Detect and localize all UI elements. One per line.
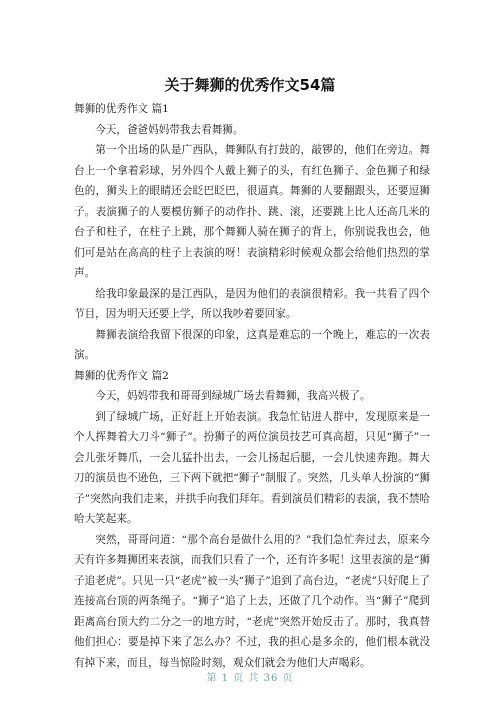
paragraph: 舞狮表演给我留下很深的印象，这真是难忘的一个晚上，难忘的一次表演。 [74,328,430,361]
page-number: 第 1 页 共 36 页 [206,673,294,684]
paragraph: 给我印象最深的是江西队，是因为他们的表演很精彩。我一共看了四个节目，因为明天还要上学，所以我吵着要回家。 [74,287,430,320]
paragraph: 第一个出场的队是广西队，舞狮队有打鼓的，敲锣的，他们在旁边。舞台上一个拿着彩球，另外四个人戴上狮子的头，有红色狮子、金色狮子和绿色的，狮头上的眼睛还会眨巴眨巴，很逼真。舞狮的人要翻跟头，还要逗狮子。表演狮子的人要模仿狮子的动作扑、跳、滚，还要跳上比人还高几米的台子和柱子，在柱子上跳，那个舞狮人骑在狮子的背上，你别说我也会，他们可是站在高高的柱子上表演的呀！表演精彩时候观众都会给他们热烈的掌声。 [74,144,430,279]
paragraph: 突然，哥哥问道：“那个高台是做什么用的？”我们急忙奔过去，原来今天有许多舞狮团来表演，而我们只看了一个，还有许多呢！这里表演的是“狮子追老虎”。只见一只“老虎”被一头“狮子”追到了高台边，“老虎”只好爬上了连接高台顶的两条绳子。“狮子”追了上去，还做了几个动作。当“狮子”爬到距离高台顶大约二分之一的地方时，“老虎”突然开始反击了。那时，我真替他们担心：要是掉下来了怎么办？不过，我的担心是多余的，他们根本就没有掉下来，而且，每当惊险时刻，观众们就会为他们大声喝彩。 [74,533,430,669]
section-heading: 舞狮的优秀作文 篇2 [74,369,169,382]
paragraph: 今天，爸爸妈妈带我去看舞狮。 [95,123,244,136]
document-title: 关于舞狮的优秀作文54篇 [164,76,336,94]
paragraph: 到了绿城广场，正好赶上开始表演。我急忙钻进人群中，发现原来是一个人挥舞着大刀斗“狮子”。扮狮子的两位演员技艺可真高超，只见“狮子”一会儿张牙舞爪，一会儿猛扑出去，一会儿扬起后腿，一会儿快速奔跑。舞大刀的演员也不逊色，三下两下就把“狮子”制服了。突然，几头单人扮演的“狮子”突然向我们走来，并拱手向我们拜年。看到演员们精彩的表演，我不禁哈哈大笑起来。 [74,410,430,525]
document-body [74,99,430,673]
paragraph: 今天，妈妈带我和哥哥到绿城广场去看舞狮，我高兴极了。 [95,390,371,402]
section-heading: 舞狮的优秀作文 篇1 [74,103,169,115]
